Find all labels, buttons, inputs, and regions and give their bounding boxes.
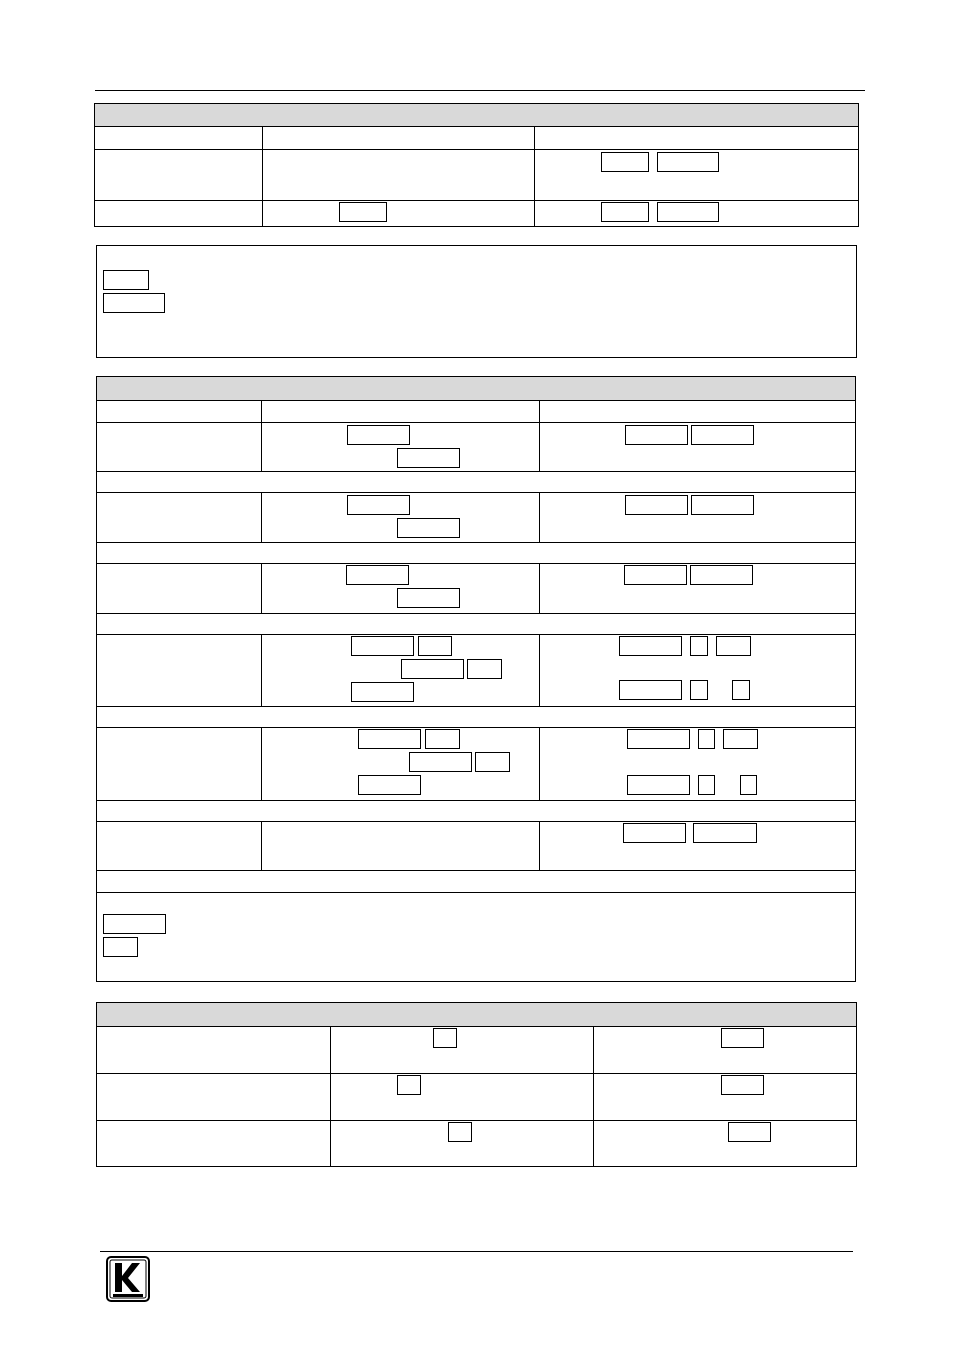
key-box: [347, 495, 410, 515]
table-row: [97, 401, 855, 423]
table-row: [97, 871, 855, 893]
table-row: [97, 801, 855, 822]
key-box: [475, 752, 510, 772]
key-box: [103, 937, 138, 957]
column-divider: [261, 564, 262, 614]
key-box: [627, 775, 690, 795]
key-box: [433, 1028, 457, 1048]
key-box: [418, 636, 452, 656]
key-box: [397, 448, 460, 468]
column-divider: [261, 493, 262, 543]
key-box: [657, 152, 719, 172]
key-box: [627, 729, 690, 749]
key-box: [625, 425, 688, 445]
note-box: [96, 245, 857, 358]
key-box: [721, 1075, 764, 1095]
key-box: [347, 425, 410, 445]
key-box: [690, 565, 753, 585]
key-box: [401, 659, 464, 679]
key-box: [351, 682, 414, 702]
key-box: [103, 914, 166, 934]
key-box: [425, 729, 460, 749]
key-box: [601, 152, 649, 172]
key-box: [103, 270, 149, 290]
table-row: [97, 893, 855, 982]
key-box: [693, 823, 757, 843]
key-box: [698, 775, 715, 795]
column-divider: [593, 1027, 594, 1167]
table-row: [95, 201, 858, 227]
key-box: [601, 202, 649, 222]
key-box: [339, 202, 387, 222]
key-box: [619, 636, 682, 656]
key-box: [723, 729, 758, 749]
key-box: [624, 565, 687, 585]
kramer-logo-icon: [106, 1256, 150, 1302]
key-box: [103, 293, 165, 313]
key-box: [690, 636, 708, 656]
table-header: [97, 377, 855, 401]
key-box: [409, 752, 472, 772]
key-box: [358, 729, 421, 749]
key-box: [346, 565, 409, 585]
footer-rule: [100, 1251, 853, 1252]
column-divider: [539, 822, 540, 871]
key-box: [690, 680, 708, 700]
key-box: [691, 425, 754, 445]
table-row: [97, 543, 855, 564]
column-divider: [539, 564, 540, 614]
header-rule: [95, 90, 865, 91]
column-divider: [261, 822, 262, 871]
column-divider: [262, 127, 263, 227]
key-box: [619, 680, 682, 700]
table-header: [97, 1003, 856, 1027]
column-divider: [261, 401, 262, 472]
column-divider: [539, 728, 540, 801]
table-row: [95, 127, 858, 150]
key-box: [698, 729, 715, 749]
key-box: [397, 588, 460, 608]
key-box: [625, 495, 688, 515]
key-box: [721, 1028, 764, 1048]
column-divider: [261, 635, 262, 707]
table-row: [97, 472, 855, 493]
key-box: [351, 636, 414, 656]
column-divider: [539, 401, 540, 472]
table-header: [95, 104, 858, 127]
key-box: [467, 659, 502, 679]
key-box: [657, 202, 719, 222]
table-row: [97, 707, 855, 728]
column-divider: [261, 728, 262, 801]
key-box: [728, 1122, 771, 1142]
key-box: [623, 823, 686, 843]
kramer-logo: [106, 1256, 150, 1302]
key-box: [397, 518, 460, 538]
key-box: [740, 775, 757, 795]
table-row: [97, 614, 855, 635]
key-box: [691, 495, 754, 515]
table-1: [94, 103, 859, 227]
key-box: [716, 636, 751, 656]
table-row: [95, 150, 858, 201]
key-box: [448, 1122, 472, 1142]
column-divider: [539, 493, 540, 543]
key-box: [732, 680, 750, 700]
key-box: [397, 1075, 421, 1095]
column-divider: [534, 127, 535, 227]
key-box: [358, 775, 421, 795]
column-divider: [330, 1027, 331, 1167]
column-divider: [539, 635, 540, 707]
table-2: [96, 376, 856, 982]
